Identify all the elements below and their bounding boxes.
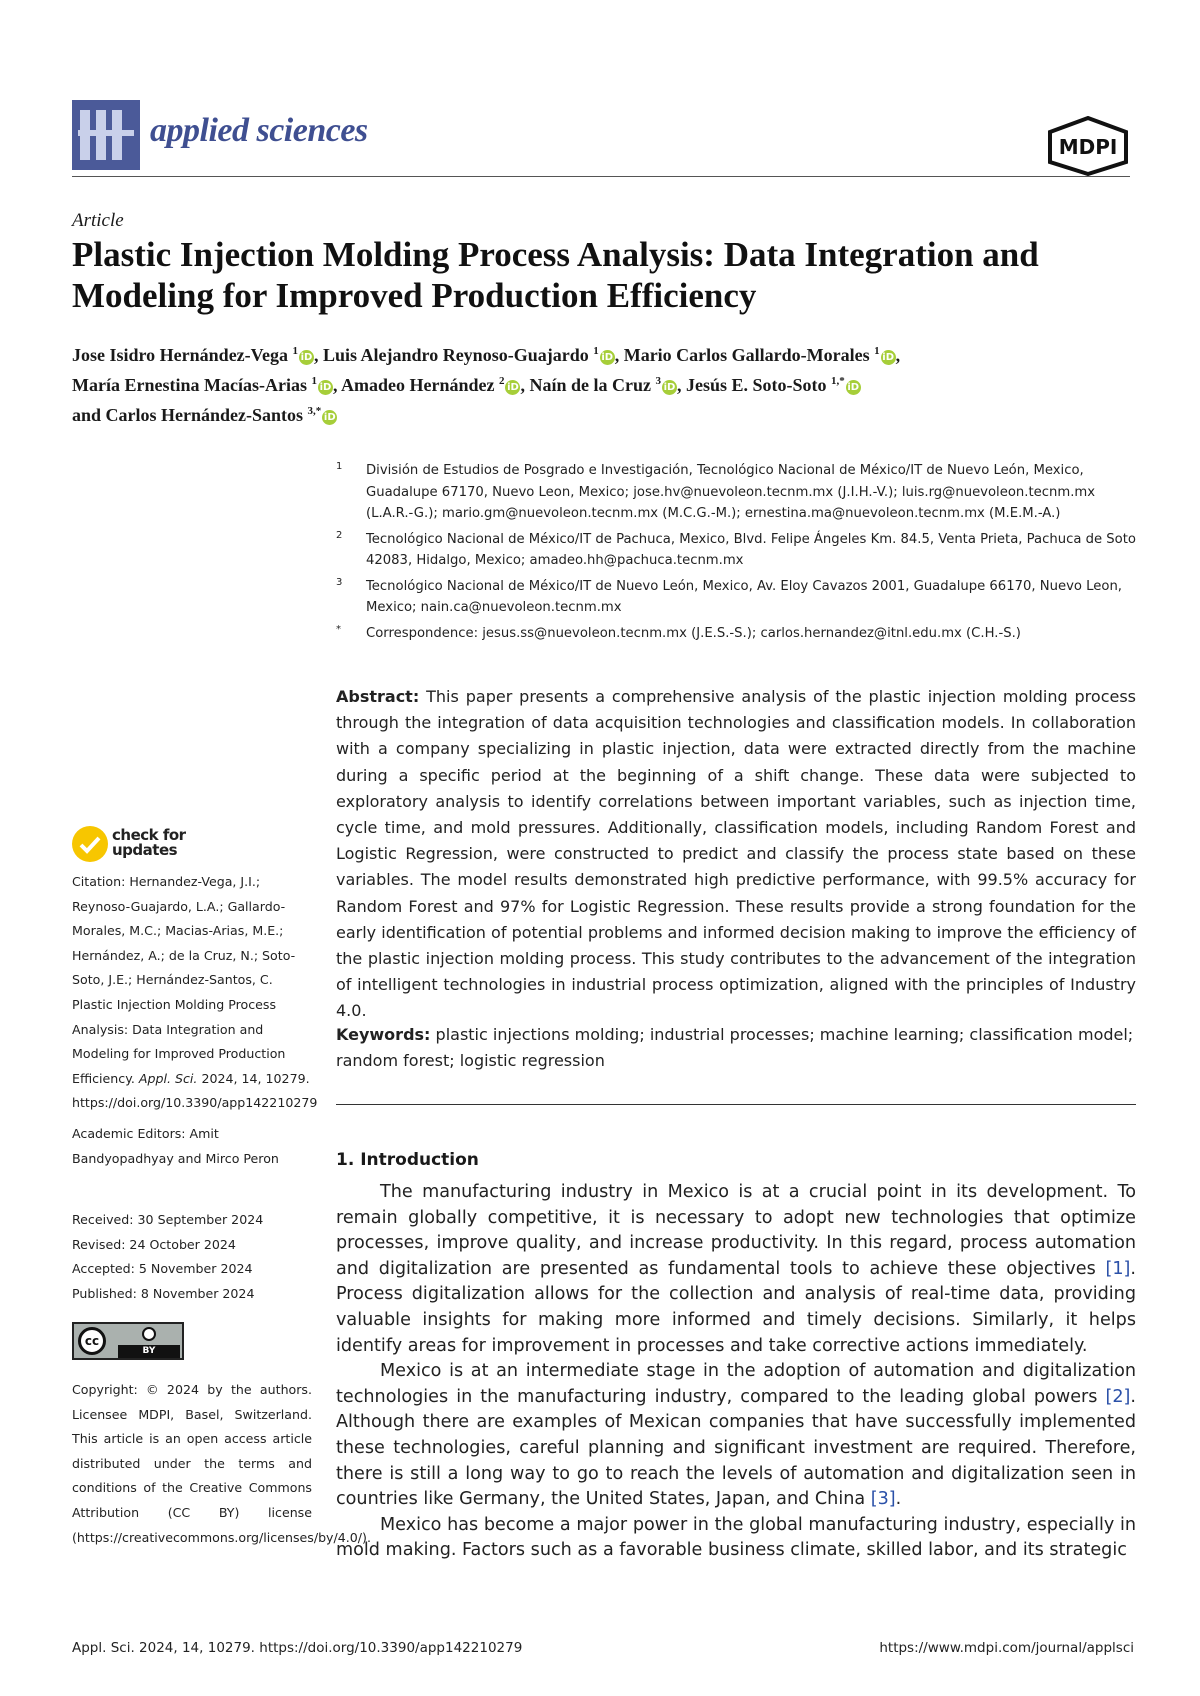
citation-link[interactable]: [3] bbox=[870, 1489, 896, 1510]
keywords bbox=[336, 1022, 1136, 1074]
cc-license-badge[interactable] bbox=[72, 1322, 184, 1360]
author-separator: , bbox=[314, 345, 323, 365]
article-title: Plastic Injection Molding Process Analysis: Data Integration and Modeling for Improved Production Efficiency bbox=[72, 235, 1039, 315]
affiliation-text: Tecnológico Nacional de México/IT de Nuevo León, Mexico, Av. Eloy Cavazos 2001, Guadalupe 66170, Nuevo Leon, Mexico; nain.ca@nuevoleon.tecnm.mx bbox=[366, 578, 1122, 615]
author-affiliation: 1 bbox=[593, 345, 599, 357]
citation-text: Citation: Hernandez-Vega, J.I.; Reynoso-Guajardo, L.A.; Gallardo-Morales, M.C.; Macias-Arias, M.E.; Hernández, A.; de la Cruz, N.; Soto-Soto, J.E.; Hernández-Santos, C. Plastic Injection Molding Process Analysis: Data Integration and Modeling for Improved Production Efficiency. bbox=[72, 874, 296, 1086]
correspondence bbox=[336, 623, 1136, 645]
citation-journal: Appl. Sci. bbox=[138, 1070, 198, 1086]
paragraph-text: Mexico is at an intermediate stage in the adoption of automation and digitalization technologies in the manufacturing industry, compared to the leading global powers bbox=[336, 1361, 1136, 1407]
abstract-text: This paper presents a comprehensive analysis of the plastic injection molding process through the integration of data acquisition technologies and classification models. In collaboration with a company specializing in plastic injection, data were extracted directly from the machine during a specific period at the beginning of a shift change. These data were subjected to exploratory analysis to identify correlations between important variables, such as injection time, cycle time, and mold pressures. Additionally, classification models, including Random Forest and Logistic Regression, were constructed to predict and classify the process state based on these variables. The model results demonstrated high predictive performance, with 99.5% accuracy for Random Forest and 97% for Logistic Regression. These results provide a strong foundation for the early identification of potential problems and informed decision making to improve the efficiency of the plastic injection molding process. This study contributes to the advancement of the integration of intelligent technologies in industrial process optimization, aligned with the principles of Industry 4.0. bbox=[336, 687, 1137, 1021]
orcid-icon[interactable]: iD bbox=[882, 352, 895, 363]
author-name: Mario Carlos Gallardo-Morales bbox=[623, 345, 870, 365]
paragraph bbox=[336, 1180, 1136, 1359]
author-name: Naín de la Cruz bbox=[529, 375, 651, 395]
author-affiliation: 1 bbox=[874, 345, 880, 357]
header-divider bbox=[72, 176, 1130, 177]
author-separator: , bbox=[614, 345, 624, 365]
orcid-icon[interactable]: iD bbox=[319, 382, 332, 393]
author-name: Jose Isidro Hernández-Vega bbox=[72, 345, 288, 365]
author-affiliation: 2 bbox=[498, 375, 505, 387]
keywords-text: plastic injections molding; industrial processes; machine learning; classification model; random forest; logistic regression bbox=[336, 1025, 1134, 1071]
check-for-updates-button[interactable] bbox=[72, 826, 192, 866]
citation-doi[interactable]: 2024, 14, 10279. https://doi.org/10.3390/app142210279 bbox=[72, 1070, 318, 1111]
orcid-icon[interactable]: iD bbox=[847, 382, 860, 393]
affiliation-number: 3 bbox=[336, 576, 343, 588]
abstract bbox=[336, 684, 1136, 1025]
check-updates-label bbox=[112, 828, 186, 858]
date-published: Published: 8 November 2024 bbox=[72, 1285, 255, 1301]
footer-citation: Appl. Sci. 2024, 14, 10279. https://doi.org/10.3390/app142210279 bbox=[72, 1640, 523, 1656]
mdpi-logo-text: MDPI bbox=[1058, 135, 1118, 159]
paragraph-text: The manufacturing industry in Mexico is at a crucial point in its development. To remain globally competitive, it is necessary to adopt new technologies that optimize processes, improve quality, and increase productivity. In this regard, process automation and digitalization are presented as fundamental tools to achieve these objectives bbox=[336, 1182, 1136, 1279]
author-name: Amadeo Hernández bbox=[340, 375, 495, 395]
orcid-icon[interactable]: iD bbox=[323, 412, 336, 423]
section-heading: 1. Introduction bbox=[336, 1150, 479, 1170]
author-name: Luis Alejandro Reynoso-Guajardo bbox=[323, 345, 589, 365]
author-affiliation: 1 bbox=[292, 345, 298, 357]
author-name: Jesús E. Soto-Soto bbox=[685, 375, 827, 395]
journal-logo-icon bbox=[72, 100, 140, 170]
check-updates-line: check for bbox=[112, 826, 186, 844]
cc-icon: cc bbox=[78, 1327, 106, 1355]
orcid-icon[interactable]: iD bbox=[663, 382, 676, 393]
orcid-icon[interactable]: iD bbox=[300, 352, 313, 363]
paragraph-text: . Process digitalization allows for the collection and analysis of real-time data, providing valuable insights for making more informed and timely decisions. Similarly, it helps identify areas for improvement in processes and take corrective actions immediately. bbox=[336, 1258, 1136, 1356]
journal-name: applied sciences bbox=[150, 112, 368, 149]
check-updates-icon bbox=[72, 826, 108, 862]
affiliation-number: 1 bbox=[336, 461, 343, 472]
author-affiliation: 1,* bbox=[831, 375, 845, 387]
attribution-icon bbox=[142, 1327, 156, 1341]
orcid-icon[interactable]: iD bbox=[601, 352, 614, 363]
author-name: María Ernestina Macías-Arias bbox=[72, 375, 307, 395]
introduction-body bbox=[336, 1180, 1136, 1564]
copyright-notice: Copyright: © 2024 by the authors. Licensee MDPI, Basel, Switzerland. This article is an open access article distributed under the terms and conditions of the Creative Commons Attribution (CC BY) license (https://creativecommons.org/licenses/by/4.0/). bbox=[72, 1382, 371, 1545]
mdpi-logo-icon bbox=[1046, 116, 1130, 176]
citation-link[interactable]: [1] bbox=[1105, 1258, 1131, 1279]
academic-editors: Academic Editors: Amit Bandyopadhyay and Mirco Peron bbox=[72, 1125, 279, 1166]
affiliation-list bbox=[336, 460, 1136, 648]
paragraph bbox=[336, 1359, 1136, 1513]
author-separator: , bbox=[520, 375, 530, 395]
keywords-label: Keywords: bbox=[336, 1025, 431, 1044]
affiliation-text: Correspondence: jesus.ss@nuevoleon.tecnm.mx (J.E.S.-S.); carlos.hernandez@itnl.edu.mx (C.H.-S.) bbox=[366, 625, 1021, 641]
paragraph-text: . Although there are examples of Mexican companies that have successfully implemented these technologies, careful planning and significant investment are required. Therefore, there is still a long way to go to reach the levels of automation and digitalization seen in countries like Germany, the United States, Japan, and China bbox=[336, 1386, 1136, 1510]
date-revised: Revised: 24 October 2024 bbox=[72, 1236, 236, 1252]
date-accepted: Accepted: 5 November 2024 bbox=[72, 1261, 253, 1277]
orcid-icon[interactable]: iD bbox=[507, 382, 519, 393]
cc-by-label: BY bbox=[118, 1345, 180, 1358]
author-name: and Carlos Hernández-Santos bbox=[72, 405, 304, 425]
affiliation-item bbox=[336, 460, 1136, 525]
publication-dates bbox=[72, 1208, 312, 1306]
affiliation-text: División de Estudios de Posgrado e Investigación, Tecnológico Nacional de México/IT de Nuevo León, Mexico, Guadalupe 67170, Nuevo Leon, Mexico; jose.hv@nuevoleon.tecnm.mx (J.I.H.-V.); luis.rg@nuevoleon.tecnm.mx (L.A.R.-G.); mario.gm@nuevoleon.tecnm.mx (M.C.G.-M.); ernestina.ma@nuevoleon.tecnm.mx (M.E.M.-A.) bbox=[366, 463, 1096, 521]
author-affiliation: 3,* bbox=[307, 405, 322, 417]
author-affiliation: 1 bbox=[311, 375, 317, 387]
affiliation-item bbox=[336, 529, 1136, 572]
date-received: Received: 30 September 2024 bbox=[72, 1212, 264, 1227]
author-separator: , bbox=[676, 375, 686, 395]
author-affiliation: 3 bbox=[655, 375, 661, 387]
citation-link[interactable]: [2] bbox=[1105, 1386, 1131, 1407]
section-divider bbox=[336, 1104, 1136, 1105]
citation-block bbox=[72, 870, 318, 1177]
author-separator: , bbox=[332, 375, 341, 395]
author-separator: , bbox=[895, 345, 901, 365]
affiliation-number: * bbox=[336, 623, 341, 635]
abstract-label: Abstract: bbox=[336, 687, 420, 706]
footer-journal-link[interactable]: https://www.mdpi.com/journal/applsci bbox=[879, 1640, 1134, 1656]
affiliation-text: Tecnológico Nacional de México/IT de Pachuca, Mexico, Blvd. Felipe Ángeles Km. 84.5, Venta Prieta, Pachuca de Soto 42083, Hidalgo, Mexico; amadeo.hh@pachuca.tecnm.mx bbox=[366, 531, 1136, 568]
check-updates-line: updates bbox=[112, 841, 178, 859]
affiliation-number: 2 bbox=[336, 529, 343, 541]
article-type: Article bbox=[72, 210, 124, 231]
affiliation-item bbox=[336, 576, 1136, 619]
paragraph: Mexico has become a major power in the global manufacturing industry, especially in mold making. Factors such as a favorable business climate, skilled labor, and its strategic bbox=[336, 1514, 1136, 1561]
paragraph-text: . bbox=[895, 1489, 902, 1510]
author-list bbox=[72, 338, 1142, 428]
